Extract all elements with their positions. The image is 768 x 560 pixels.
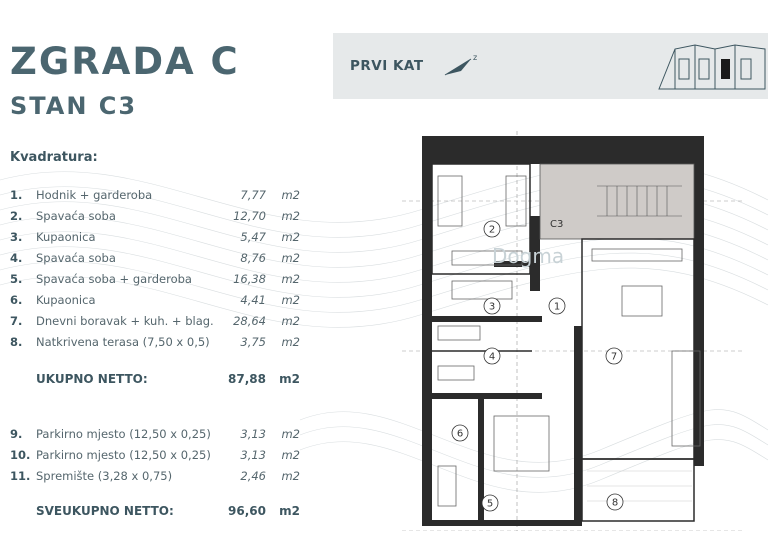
row-label: Parkirno mjesto (12,50 x 0,25) [36,448,211,462]
row-number: 11. [10,469,31,483]
row-label: Dnevni boravak + kuh. + blag. [36,314,214,328]
row-label: Spavaća soba [36,209,116,223]
floor-banner [333,33,768,99]
floor-label: PRVI KAT [350,58,424,74]
row-area: 16,38 [233,272,266,286]
grand-total-label: SVEUKUPNO NETTO: [36,504,174,518]
row-unit: m2 [281,427,300,441]
row-label: Hodnik + garderoba [36,188,153,202]
room-number-label: 1 [553,301,561,313]
row-number: 3. [10,230,23,244]
grand-total-value: 96,60 [228,504,266,518]
room-number-label: 4 [488,351,496,363]
total-net-row [36,372,302,386]
row-area: 4,41 [240,293,266,307]
room-number-label: 7 [610,351,618,363]
row-number: 6. [10,293,23,307]
row-unit: m2 [281,448,300,462]
row-unit: m2 [281,469,300,483]
row-unit: m2 [281,230,300,244]
row-unit: m2 [281,272,300,286]
room-number-label: 8 [611,497,619,509]
row-unit: m2 [281,209,300,223]
grand-total-unit: m2 [279,504,300,518]
area-row [10,230,302,246]
row-number: 4. [10,251,23,265]
watermark: Dogma [492,244,565,268]
area-row [10,469,302,485]
row-area: 12,70 [233,209,266,223]
row-unit: m2 [281,314,300,328]
row-number: 1. [10,188,23,202]
row-area: 3,13 [240,448,266,462]
building-elevation-icon [655,41,767,93]
row-number: 9. [10,427,23,441]
row-area: 8,76 [240,251,266,265]
stair-label: C3 [550,219,564,230]
row-unit: m2 [281,293,300,307]
row-number: 8. [10,335,23,349]
room-number-label: 5 [486,498,494,510]
room-number-label: 3 [488,301,496,313]
apartment-title: STAN C3 [10,92,138,120]
row-unit: m2 [281,335,300,349]
row-label: Spremište (3,28 x 0,75) [36,469,173,483]
room-number-label: 2 [488,224,496,236]
area-row [10,314,302,330]
row-label: Spavaća soba [36,251,116,265]
row-area: 28,64 [233,314,266,328]
row-label: Kupaonica [36,230,96,244]
area-row [10,272,302,288]
grand-total-row [36,504,302,518]
row-number: 7. [10,314,23,328]
row-label: Kupaonica [36,293,96,307]
row-area: 3,75 [240,335,266,349]
row-area: 7,77 [240,188,266,202]
svg-text:z: z [473,53,478,62]
row-label: Natkrivena terasa (7,50 x 0,5) [36,335,210,349]
north-arrow-icon [441,51,481,81]
row-area: 3,13 [240,427,266,441]
area-row [10,188,302,204]
row-label: Spavaća soba + garderoba [36,272,192,286]
area-row [10,209,302,225]
area-row [10,335,302,351]
floor-plan [402,131,742,531]
row-unit: m2 [281,188,300,202]
total-net-unit: m2 [279,372,300,386]
row-number: 2. [10,209,23,223]
row-unit: m2 [281,251,300,265]
total-net-value: 87,88 [228,372,266,386]
area-row [10,427,302,443]
row-area: 2,46 [240,469,266,483]
area-row [10,293,302,309]
row-number: 5. [10,272,23,286]
total-net-label: UKUPNO NETTO: [36,372,148,386]
building-title: ZGRADA C [10,40,240,83]
room-number-label: 6 [456,428,464,440]
row-number: 10. [10,448,31,462]
row-area: 5,47 [240,230,266,244]
row-label: Parkirno mjesto (12,50 x 0,25) [36,427,211,441]
area-heading: Kvadratura: [10,150,98,165]
area-row [10,251,302,267]
area-row [10,448,302,464]
